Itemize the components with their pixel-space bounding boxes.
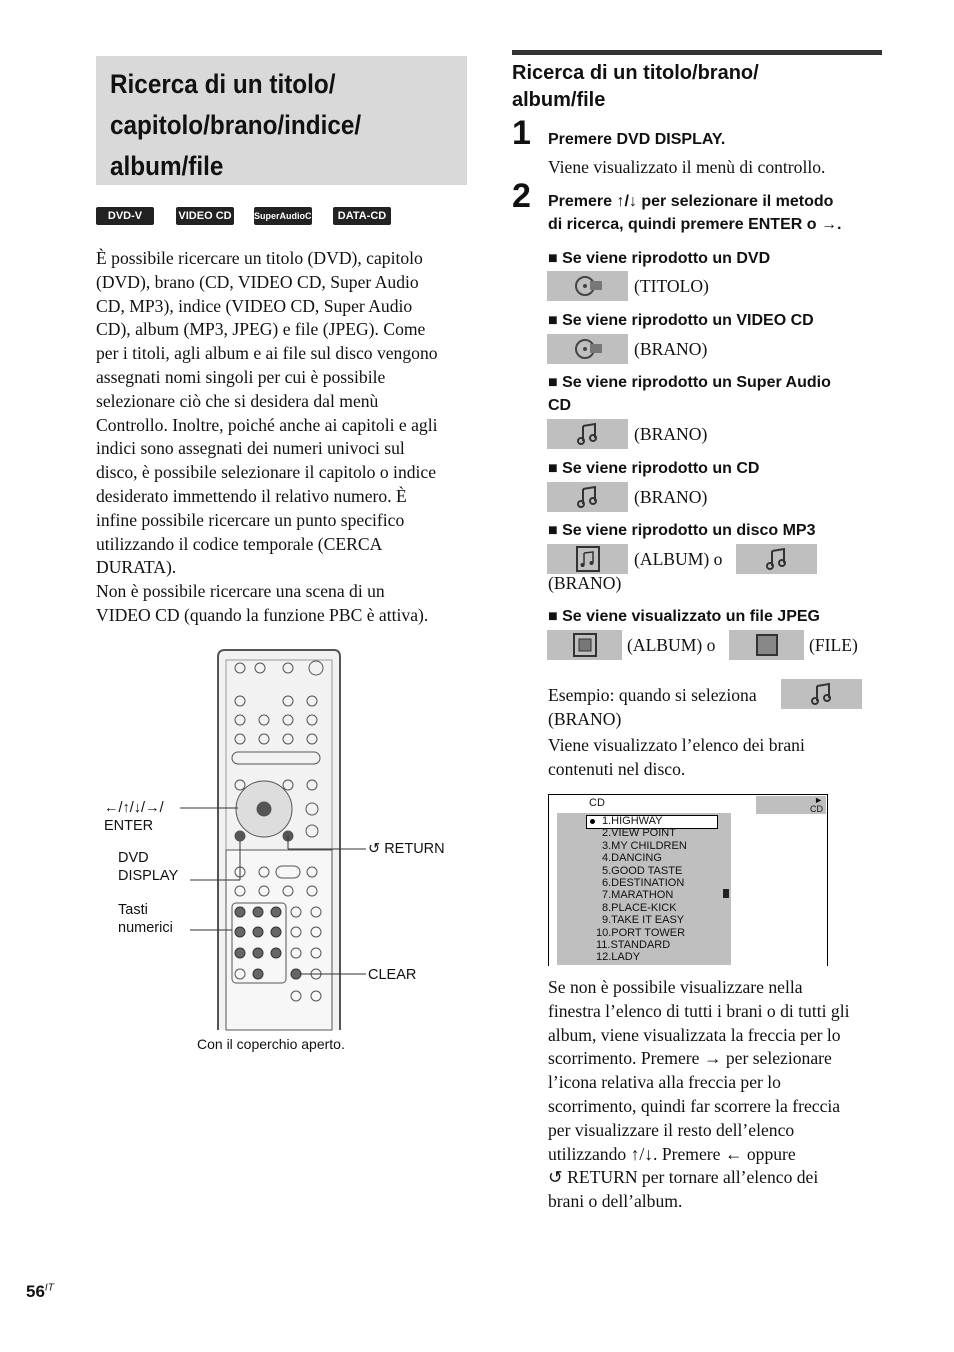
- text-line: disco, è possibile selezionare il capitolo o indice: [96, 462, 437, 483]
- label-arrows-enter: [104, 799, 164, 835]
- track-disc-icon: [547, 334, 628, 364]
- badge-video-cd: VIDEO CD: [176, 207, 234, 225]
- list-item[interactable]: 11.STANDARD: [596, 939, 671, 952]
- page-number-value: 56: [26, 1282, 45, 1301]
- label-numeric-keys: [118, 901, 173, 937]
- badge-super-audio-cd: SuperAudioCD: [254, 207, 312, 225]
- text-line: È possibile ricercare un titolo (DVD), capitolo: [96, 248, 423, 268]
- badge-dvd-v: DVD-V: [96, 207, 154, 225]
- text-line: VIDEO CD (quando la funzione PBC è attiva).: [96, 604, 429, 625]
- jpeg-album-icon: [547, 630, 622, 660]
- label-clear: CLEAR: [368, 967, 417, 983]
- list-item[interactable]: 1.HIGHWAY: [602, 815, 663, 827]
- badge-data-cd: DATA-CD: [333, 207, 391, 225]
- case-label: Se viene riprodotto un VIDEO CD: [562, 312, 814, 329]
- text-line: finestra l’elenco di tutti i brani o di tutti gli: [548, 1000, 850, 1021]
- page-title: [110, 64, 470, 187]
- case-dvd: [548, 247, 770, 270]
- label-line: Tasti: [118, 902, 148, 918]
- label-line: ←/↑/↓/→/: [104, 800, 164, 816]
- text-span: RETURN per tornare all’elenco dei: [567, 1167, 819, 1188]
- music-note-icon: [547, 482, 628, 512]
- square-bullet-icon: ■: [548, 522, 558, 539]
- label-line: DISPLAY: [118, 868, 179, 884]
- scroll-arrow-icon[interactable]: [723, 889, 729, 898]
- music-note-icon: [781, 679, 862, 709]
- case-label: CD: [548, 397, 572, 414]
- list-item[interactable]: 6.DESTINATION: [602, 877, 685, 890]
- label-brano: (BRANO): [634, 487, 708, 507]
- section-heading: [512, 60, 759, 114]
- case-mp3: [548, 519, 816, 542]
- text-line: contenuti nel disco.: [548, 759, 686, 779]
- text-line: [548, 1166, 888, 1190]
- text-line: utilizzando ↑/↓. Premere ← oppure: [548, 1143, 796, 1164]
- text-line: Se non è possibile visualizzare nella: [548, 977, 803, 997]
- title-line: album/file: [110, 151, 224, 181]
- step-2-text: [548, 190, 841, 236]
- label-line: DVD: [118, 850, 149, 866]
- play-icon: ►: [814, 795, 823, 805]
- jpeg-file-icon: [729, 630, 804, 660]
- list-item[interactable]: 4.DANCING: [602, 852, 662, 865]
- label-brano: (BRANO): [548, 573, 622, 593]
- text-line: scorrimento, quindi far scorrere la freccia: [548, 1095, 841, 1116]
- track-list-screen: [548, 794, 828, 966]
- track-list: [589, 815, 687, 964]
- list-item[interactable]: 5.GOOD TASTE: [602, 864, 683, 877]
- label-album: (ALBUM) o: [634, 549, 723, 569]
- label-line: ENTER: [104, 818, 154, 834]
- case-cd: [548, 457, 759, 480]
- case-label: Se viene riprodotto un Super Audio: [562, 374, 831, 391]
- remote-control-illustration: [180, 645, 380, 1035]
- heading-rule: [512, 50, 882, 55]
- text-line: Viene visualizzato l’elenco dei brani: [548, 735, 805, 755]
- title-disc-icon: [547, 271, 628, 301]
- label-dvd-display: [118, 849, 178, 885]
- label-text: RETURN: [384, 841, 445, 857]
- text-line: utilizzando il codice temporale (CERCA: [96, 533, 383, 554]
- step-2-number: 2: [512, 177, 531, 215]
- case-label: Se viene riprodotto un DVD: [562, 250, 771, 267]
- list-item[interactable]: 3.MY CHILDREN: [602, 839, 687, 852]
- text-line: infine possibile ricercare un punto specifico: [96, 509, 405, 530]
- label-brano: (BRANO): [634, 339, 708, 359]
- screen-header-bg: [583, 796, 731, 812]
- music-note-icon: [736, 544, 817, 574]
- text-line: CD), album (MP3, JPEG) e file (JPEG). Come: [96, 319, 426, 340]
- scroll-paragraph: [548, 976, 888, 1214]
- title-box: [96, 56, 467, 185]
- step-1-title: Premere DVD DISPLAY.: [548, 131, 726, 148]
- text-line: brani o dell’album.: [548, 1191, 683, 1212]
- label-album: (ALBUM) o: [627, 635, 716, 655]
- step-line: di ricerca, quindi premere ENTER o →.: [548, 216, 842, 233]
- text-line: DURATA).: [96, 557, 177, 578]
- list-item[interactable]: 7.MARATHON: [602, 889, 674, 902]
- intro-paragraph: [96, 247, 476, 628]
- text-line: indici sono assegnati dei numeri univoci sul: [96, 438, 405, 459]
- screen-header: CD: [589, 797, 605, 809]
- return-icon: ↺: [548, 1167, 563, 1188]
- list-item[interactable]: 9.TAKE IT EASY: [602, 914, 685, 927]
- square-bullet-icon: ■: [548, 250, 558, 267]
- square-bullet-icon: ■: [548, 312, 558, 329]
- step-line: Premere ↑/↓ per selezionare il metodo: [548, 193, 834, 210]
- shown-text: [548, 733, 805, 781]
- text-line: scorrimento. Premere → per selezionare: [548, 1048, 832, 1069]
- text-line: selezionare ciò che si desidera dal menù: [96, 390, 379, 411]
- square-bullet-icon: ■: [548, 374, 558, 391]
- label-return: [368, 840, 445, 858]
- case-label: Se viene visualizzato un file JPEG: [562, 608, 820, 625]
- step-1-number: 1: [512, 114, 531, 152]
- page-suffix: IT: [44, 1282, 54, 1294]
- label-file: (FILE): [809, 635, 858, 655]
- heading-line: Ricerca di un titolo/brano/: [512, 62, 759, 84]
- case-video-cd: [548, 309, 814, 332]
- text-line: album, viene visualizzata la freccia per lo: [548, 1024, 841, 1045]
- screen-corner: [756, 796, 826, 814]
- title-line: capitolo/brano/indice/: [110, 110, 362, 140]
- title-line: Ricerca di un titolo/: [110, 69, 336, 99]
- label-line: numerici: [118, 920, 173, 936]
- list-item[interactable]: 2.VIEW POINT: [602, 827, 676, 840]
- list-item[interactable]: 8.PLACE-KICK: [602, 901, 677, 914]
- heading-line: album/file: [512, 89, 606, 111]
- list-item[interactable]: 12.LADY: [596, 951, 641, 964]
- example-text: Esempio: quando si seleziona: [548, 685, 757, 705]
- step-1-text: Viene visualizzato il menù di controllo.: [548, 157, 826, 177]
- text-line: per i titoli, agli album e ai file sul disco vengono: [96, 343, 438, 364]
- label-brano: (BRANO): [634, 424, 708, 444]
- text-line: desiderato immettendo il relativo numero. È: [96, 485, 407, 506]
- text-line: (DVD), brano (CD, VIDEO CD, Super Audio: [96, 271, 419, 292]
- text-line: per visualizzare il resto dell’elenco: [548, 1119, 795, 1140]
- square-bullet-icon: ■: [548, 608, 558, 625]
- text-line: assegnati nomi singoli per cui è possibile: [96, 366, 386, 387]
- example-label: (BRANO): [548, 709, 622, 729]
- text-line: l’icona relativa alla freccia per lo: [548, 1072, 781, 1093]
- return-icon: ↺: [368, 841, 381, 857]
- text-line: Controllo. Inoltre, poiché anche ai capitoli e agli: [96, 414, 438, 435]
- remote-caption: Con il coperchio aperto.: [197, 1036, 345, 1052]
- square-bullet-icon: ■: [548, 460, 558, 477]
- page-number: [26, 1282, 54, 1302]
- album-icon: [547, 544, 628, 574]
- screen-corner-label: CD: [810, 804, 823, 814]
- music-note-icon: [547, 419, 628, 449]
- text-line: CD, MP3), indice (VIDEO CD, Super Audio: [96, 295, 413, 316]
- case-label: Se viene riprodotto un CD: [562, 460, 760, 477]
- label-titolo: (TITOLO): [634, 276, 709, 296]
- case-jpeg: [548, 605, 820, 628]
- case-super-audio-cd: [548, 371, 831, 417]
- list-item[interactable]: 10.PORT TOWER: [596, 926, 686, 939]
- case-label: Se viene riprodotto un disco MP3: [562, 522, 816, 539]
- text-line: Non è possibile ricercare una scena di un: [96, 581, 385, 602]
